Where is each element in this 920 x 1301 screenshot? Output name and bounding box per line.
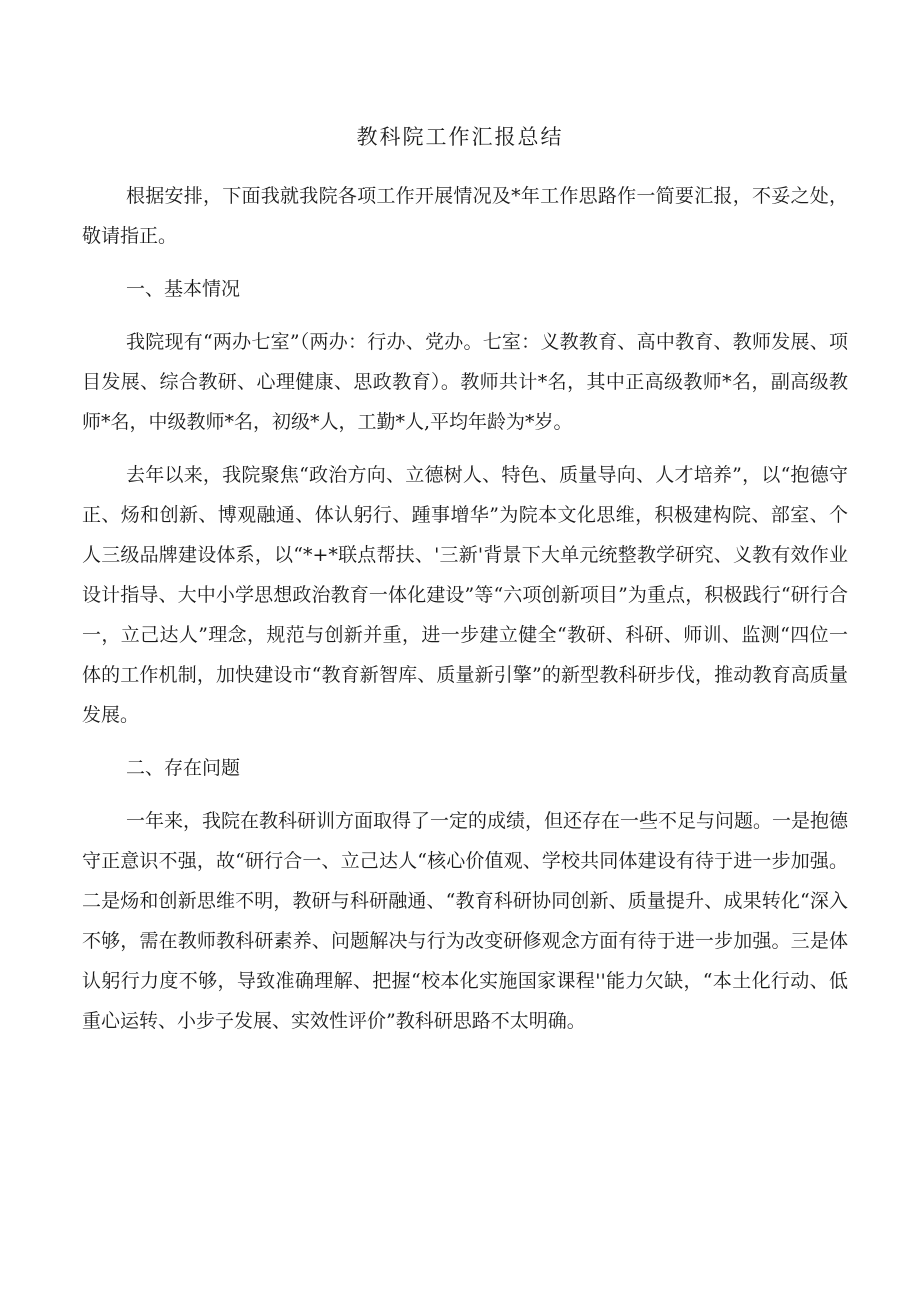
section-heading-basic: 一、基本情况 (126, 278, 241, 300)
document-title: 教科院工作汇报总结 (356, 125, 564, 149)
paragraph-basic-info: 我院现有“两办七室”（两办：行办、党办。七室：义教教育、高中教育、教师发展、项目发展、综合教研、心理健康、思政教育）。教师共计*名，其中正高级教师*名，副高级教师*名，中级教师*名，初级*人，工勤*人,平均年龄为*岁。 (82, 331, 848, 433)
paragraph-work-overview: 去年以来，我院聚焦“政治方向、立德树人、特色、质量导向、人才培养”，以“抱德守正、炀和创新、博观融通、体认躬行、踵事增华”为院本文化思维，积极建构院、部室、个人三级品牌建设体系，以“*+*联点帮扶、'三新'背景下大单元统整教学研究、义教有效作业设计指导、大中小学思想政治教育一体化建设”等“六项创新项目”为重点，积极践行“研行合一，立己达人”理念，规范与创新并重，进一步建立健全“教研、科研、师训、监测“四位一体的工作机制，加快建设市“教育新智库、质量新引擎”的新型教科研步伐，推动教育高质量发展。 (82, 464, 848, 726)
document-body (82, 176, 848, 1041)
paragraph-problems: 一年来，我院在教科研训方面取得了一定的成绩，但还存在一些不足与问题。一是抱德守正意识不强，故“研行合一、立己达人“核心价值观、学校共同体建设有待于进一步加强。二是炀和创新思维不明，教研与科研融通、“教育科研协同创新、质量提升、成果转化“深入不够，需在教师教科研素养、问题解决与行为改变研修观念方面有待于进一步加强。三是体认躬行力度不够，导致准确理解、把握“校本化实施国家课程''能力欠缺，“本土化行动、低重心运转、小步子发展、实效性评价”教科研思路不太明确。 (82, 810, 849, 1032)
section-heading-problems: 二、存在问题 (126, 757, 241, 779)
intro-paragraph: 根据安排，下面我就我院各项工作开展情况及*年工作思路作一简要汇报，不妥之处，敬请指正。 (82, 185, 848, 247)
